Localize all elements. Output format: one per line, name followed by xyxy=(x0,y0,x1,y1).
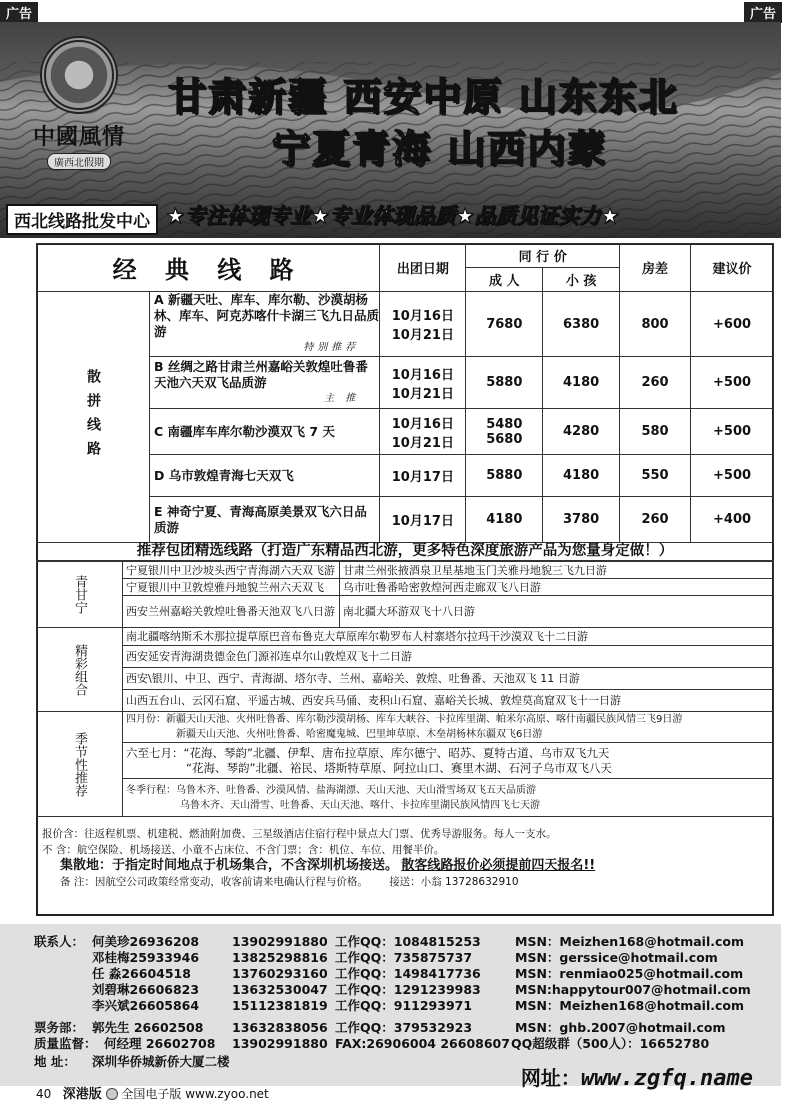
route-name: C 南疆库车库尔勒沙漠双飞 7 天 xyxy=(150,409,380,455)
logo-name: 中國風情 xyxy=(32,124,125,150)
disc-icon xyxy=(106,1088,118,1100)
logo xyxy=(24,36,134,186)
route-item: 乌市吐鲁番哈密敦煌河西走廊双飞八日游 xyxy=(339,579,773,596)
suggest-price: +600 xyxy=(691,292,774,357)
destinations-line-1: 甘肃新疆 西安中原 山东东北 xyxy=(168,75,679,119)
notes xyxy=(42,826,772,890)
destinations-line-2: 宁夏青海 山西内蒙 xyxy=(272,127,608,171)
price-excludes: 不 含：航空保险、机场接送、小童不占床位、不含门票；含：机位、车位、用餐半价。 xyxy=(42,844,445,856)
contact-row: 邓桂梅25933946 13825298816 工作QQ：735875737 MSN：gerssice@hotmail.com xyxy=(92,950,718,965)
price-table xyxy=(36,243,774,543)
route-item: 六至七月：“花海、琴韵”北疆、伊犁、唐布拉草原、库尔德宁、昭苏、夏特古道、乌市双飞九天 “花海、琴韵”北疆、裕民、塔斯特草原、阿拉山口、赛里木湖、石河子乌市双飞八天 xyxy=(123,743,774,779)
ad-label-left: 广告 xyxy=(0,2,38,23)
child-price: 6380 xyxy=(543,292,620,357)
room-diff: 800 xyxy=(619,292,690,357)
remark: 备 注：因航空公司政策经常变动，收客前请来电确认行程与价格。 xyxy=(60,876,368,888)
route-name: D 乌市敦煌青海七天双飞 xyxy=(150,455,380,497)
edition: 深港版 xyxy=(62,1087,102,1102)
suggest-price: +400 xyxy=(691,497,774,543)
adult-price: 5480 5680 xyxy=(466,409,543,455)
adult-price: 7680 xyxy=(466,292,543,357)
group-label-season: 季节性推荐 xyxy=(37,712,123,817)
child-price: 4180 xyxy=(543,357,620,409)
header-adult: 成 人 xyxy=(466,268,543,292)
route-name: E 神奇宁夏、青海高原美景双飞六日品质游 xyxy=(150,497,380,543)
logo-subtitle: 廣西北假期 xyxy=(47,153,111,170)
room-diff: 550 xyxy=(619,455,690,497)
center-name: 西北线路批发中心 xyxy=(6,204,158,235)
header-room-diff: 房差 xyxy=(619,244,690,292)
route-item: 山西五台山、云冈石窟、平遥古城、西安兵马俑、麦积山石窟、嘉峪关长城、敦煌莫高窟双飞十一日游 xyxy=(123,690,774,712)
adult-price: 5880 xyxy=(466,455,543,497)
route-item: 甘肃兰州张掖酒泉卫星基地玉门关雅丹地貌三飞九日游 xyxy=(339,562,773,579)
website: 网址：www.zgfq.name xyxy=(520,1066,753,1091)
price-table-title: 经 典 线 路 xyxy=(37,244,380,292)
contact-row: 李兴斌26605864 15112381819 工作QQ：911293971 MSN：Meizhen168@hotmail.com xyxy=(92,998,745,1013)
logo-emblem-icon xyxy=(40,36,118,114)
route-item: 西安\银川、中卫、西宁、青海湖、塔尔寺、兰州、嘉峪关、敦煌、吐鲁番、天池双飞 11 日游 xyxy=(123,668,774,690)
contact-row: 联系人： 何美珍26936208 13902991880 工作QQ：1084815253 MSN：Meizhen168@hotmail.com xyxy=(34,934,745,949)
route-item: 西安延安青海湖贵德金色门源祁连卓尔山敦煌双飞十二日游 xyxy=(123,646,774,668)
header-suggest-price: 建议价 xyxy=(691,244,774,292)
route-dates: 10月17日 xyxy=(380,455,466,497)
route-item: 南北疆大环游双飞十八日游 xyxy=(339,596,773,628)
header-date: 出团日期 xyxy=(380,244,466,292)
suggest-price: +500 xyxy=(691,455,774,497)
route-item: 南北疆喀纳斯禾木那拉提草原巴音布鲁克大草原库尔勒罗布人村寨塔尔拉玛干沙漠双飞十二日游 xyxy=(123,628,774,646)
route-item: 四月份：新疆天山天池、火州吐鲁番、库尔勒沙漠胡杨、库车大峡谷、卡拉库里湖、帕米尔高原、喀什南疆民族风情三飞9日游 新疆天山天池、火州吐鲁番、哈密魔鬼城、巴里坤草原、木垒胡杨林东疆双飞6日游 xyxy=(123,712,774,743)
contact-row: 刘碧琳26606823 13632530047 工作QQ：1291239983 MSN:happytour007@hotmail.com xyxy=(92,982,751,997)
group-label-jingcai: 精彩组合 xyxy=(37,628,123,712)
address-row: 地 址： 深圳华侨城新侨大厦二楼 xyxy=(34,1054,230,1069)
website-link[interactable]: www.zgfq.name xyxy=(580,1066,753,1091)
header-child: 小 孩 xyxy=(543,268,620,292)
route-item: 宁夏银川中卫敦煌雅丹地貌兰州六天双飞 xyxy=(123,579,340,596)
route-name: B 丝绸之路甘肃兰州嘉峪关敦煌吐鲁番天池六天双飞品质游 主 推 xyxy=(150,357,380,409)
page-number: 40 xyxy=(36,1087,52,1101)
route-item: 冬季行程：乌鲁木齐、吐鲁番、沙漠风情、盐海湖漂、天山天池、天山滑雪场双飞五天品质游 乌鲁木齐、天山滑雪、吐鲁番、天山天池、喀什、卡拉库里湖民族风情四飞七天游 xyxy=(123,779,774,817)
suggest-price: +500 xyxy=(691,409,774,455)
national-edition: 全国电子版 www.zyoo.net xyxy=(121,1087,269,1101)
route-item: 宁夏银川中卫沙坡头西宁青海湖六天双飞游 xyxy=(123,562,340,579)
route-dates: 10月16日 10月21日 xyxy=(380,357,466,409)
price-includes: 报价含：往返程机票、机建税、燃油附加费、三星级酒店住宿行程中景点大门票、优秀导游服务。每人一支水。 xyxy=(42,828,557,840)
route-dates: 10月16日 10月21日 xyxy=(380,409,466,455)
room-diff: 260 xyxy=(619,497,690,543)
suggest-price: +500 xyxy=(691,357,774,409)
child-price: 4180 xyxy=(543,455,620,497)
booking-warning: 散客线路报价必须提前四天报名!! xyxy=(401,858,596,873)
recommend-heading: 推荐包团精选线路（打造广东精品西北游，更多特色深度旅游产品为您量身定做！） xyxy=(36,539,774,561)
quality-row: 质量监督： 何经理 26602708 13902991880 FAX:26906004 26608607QQ超级群（500人）：16652780 xyxy=(34,1036,710,1051)
route-name: A 新疆天吐、库车、库尔勒、沙漠胡杨林、库车、阿克苏喀什卡湖三飞九日品质游 特别推荐 xyxy=(150,292,380,357)
ticket-dept-row: 票务部： 郭先生 26602508 13632838056 工作QQ：379532923 MSN：ghb.2007@hotmail.com xyxy=(34,1020,726,1035)
group-label-qinggan: 青甘宁 xyxy=(37,562,123,628)
header-peer-price: 同 行 价 xyxy=(466,244,620,268)
adult-price: 4180 xyxy=(466,497,543,543)
adult-price: 5880 xyxy=(466,357,543,409)
ad-label-right: 广告 xyxy=(744,2,782,23)
side-label-sanpin: 散拼线路 xyxy=(37,292,150,543)
child-price: 4280 xyxy=(543,409,620,455)
pickup-contact: 接送：小翁 13728632910 xyxy=(389,876,519,888)
room-diff: 260 xyxy=(619,357,690,409)
package-routes-table xyxy=(36,561,774,817)
slogan: ★专注体现专业★专业体现品质★品质见证实力★ xyxy=(166,204,620,228)
route-dates: 10月16日 10月21日 xyxy=(380,292,466,357)
contacts-section xyxy=(0,924,781,1091)
contact-row: 任 淼26604518 13760293160 工作QQ：1498417736 MSN：renmiao025@hotmail.com xyxy=(92,966,744,981)
gathering-point: 集散地：于指定时间地点于机场集合，不含深圳机场接送。 xyxy=(60,858,399,873)
child-price: 3780 xyxy=(543,497,620,543)
route-dates: 10月17日 xyxy=(380,497,466,543)
footer xyxy=(36,1083,269,1102)
route-item: 西安兰州嘉峪关敦煌吐鲁番天池双飞八日游 xyxy=(123,596,340,628)
table-row xyxy=(37,292,774,357)
room-diff: 580 xyxy=(619,409,690,455)
